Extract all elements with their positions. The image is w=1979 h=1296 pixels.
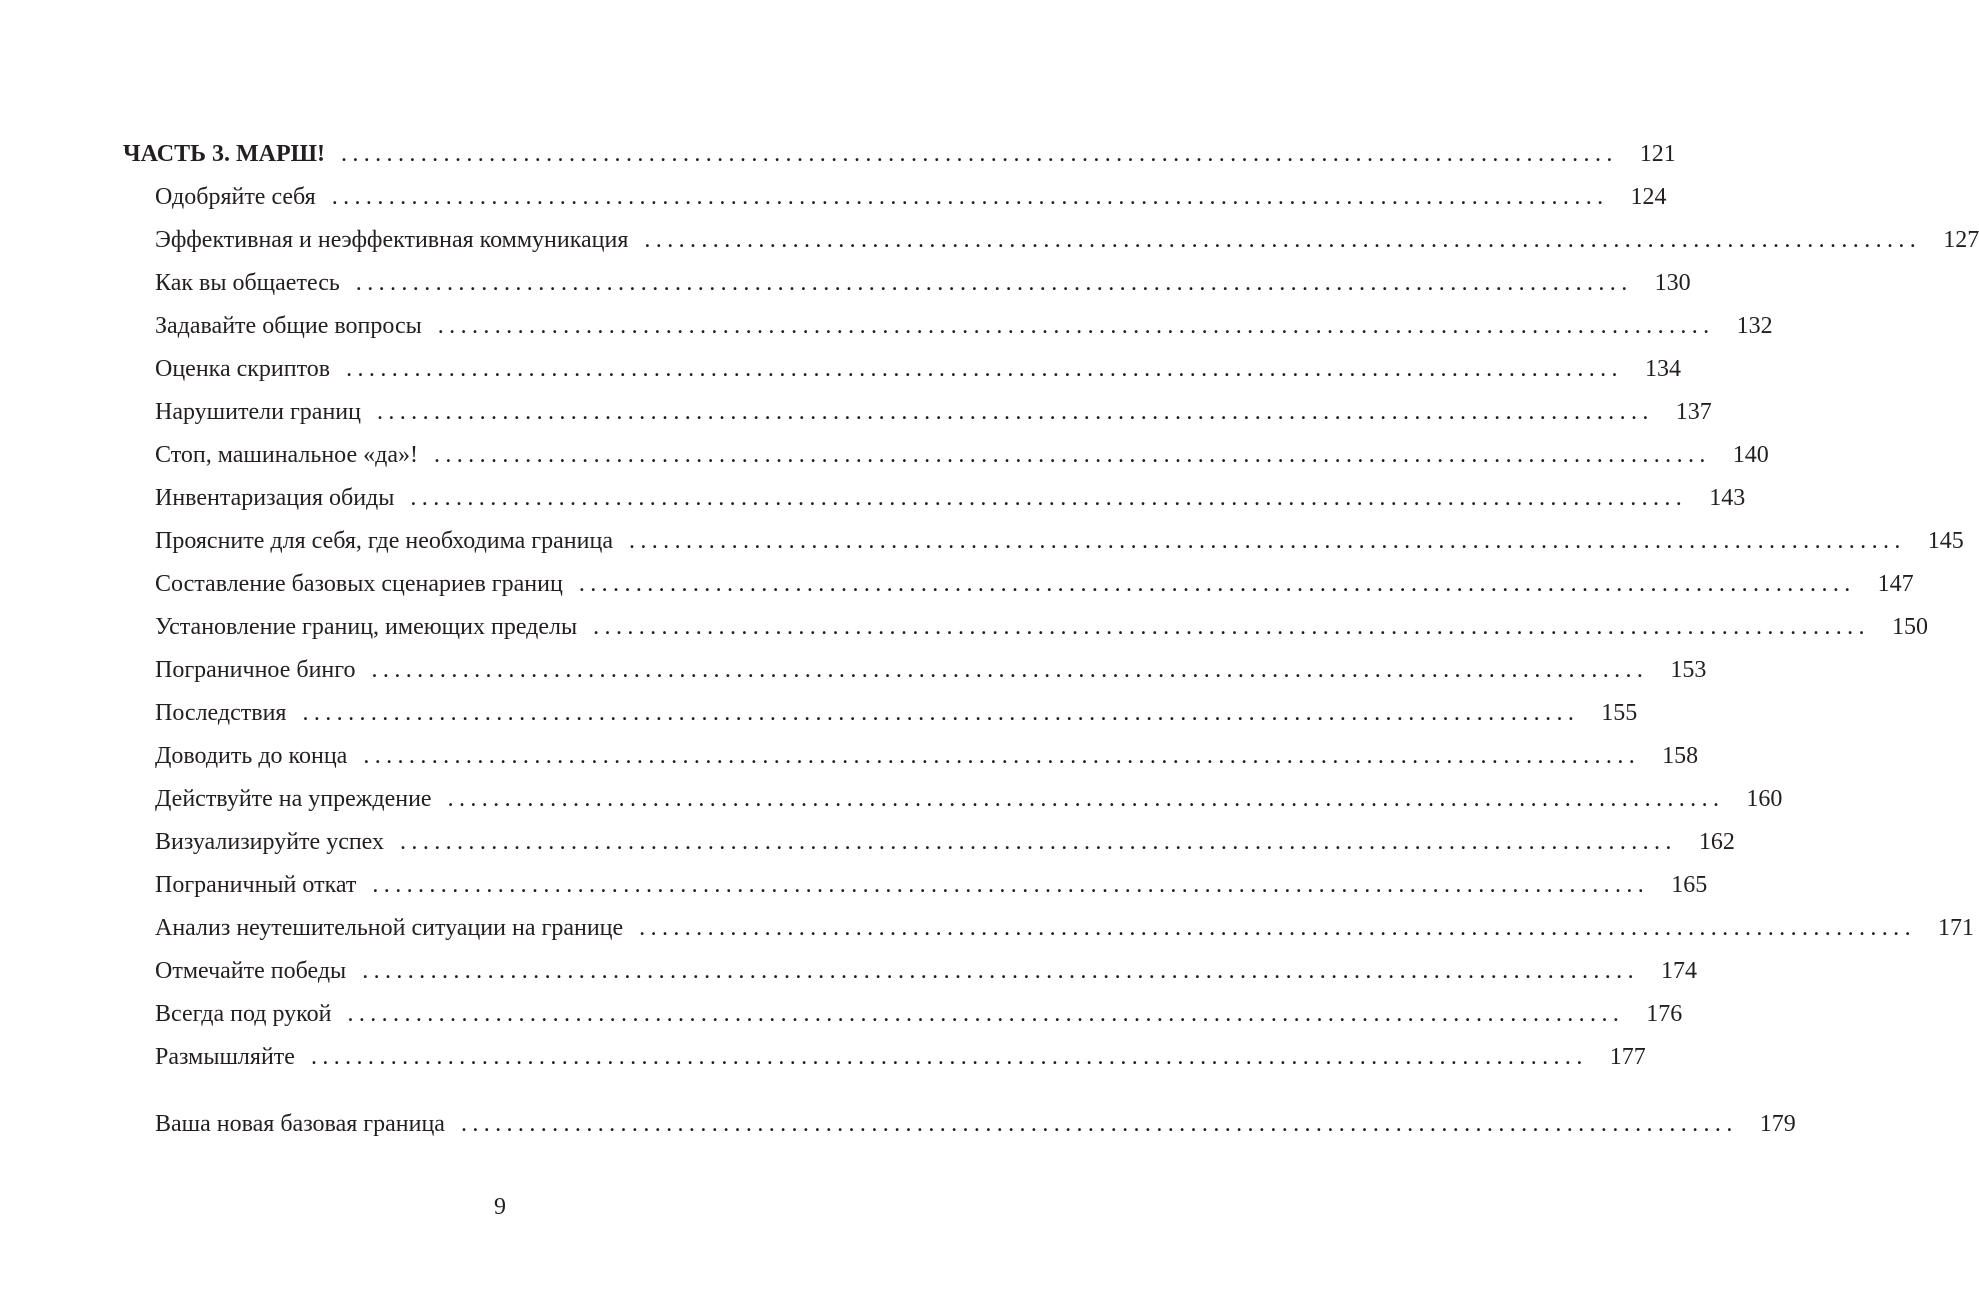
toc-entry-title: Нарушители границ [155, 399, 361, 425]
toc-entry [155, 223, 1979, 257]
dot-leader: ................................................................................................................ [400, 829, 1677, 855]
toc-entry-page: 137 [1675, 399, 1712, 425]
toc-entry [155, 911, 1974, 945]
toc-entry [155, 610, 1928, 644]
dot-leader: ................................................................................................................ [639, 915, 1916, 941]
toc-entry-title: Как вы общаетесь [155, 270, 340, 296]
toc-entry [155, 954, 1697, 988]
page-folio: 9 [494, 1194, 506, 1220]
toc-entry-title: Всегда под рукой [155, 1001, 332, 1027]
dot-leader: ................................................................................................................ [628, 528, 1906, 554]
toc-entry [155, 1040, 1646, 1074]
dot-leader: ................................................................................................................ [331, 184, 1609, 210]
toc-part-heading [123, 137, 1676, 171]
dot-leader: ................................................................................................................ [447, 786, 1725, 812]
toc-entry-title: Оценка скриптов [155, 356, 331, 382]
dot-leader: ................................................................................................................ [460, 1111, 1738, 1137]
dot-leader: ................................................................................................................ [593, 614, 1870, 640]
toc-entry-title: Пограничный откат [155, 872, 357, 898]
toc-entry-title: Пограничное бинго [155, 657, 356, 683]
toc-entry-page: 124 [1630, 184, 1667, 210]
toc-entry-page: 158 [1662, 743, 1699, 769]
toc-entry [155, 567, 1914, 601]
toc-entry-title: Ваша новая базовая граница [155, 1111, 445, 1137]
toc-entry-title: Действуйте на упреждение [155, 786, 432, 812]
toc-entry-page: 140 [1732, 442, 1769, 468]
toc-entry-page: 147 [1877, 571, 1914, 597]
toc-entry-page: 143 [1709, 485, 1746, 511]
dot-leader: ................................................................................................................ [363, 743, 1641, 769]
dot-leader: ................................................................................................................ [578, 571, 1856, 597]
toc-entry-title: Отмечайте победы [155, 958, 347, 984]
toc-entry-page: 134 [1644, 356, 1681, 382]
toc-entry [155, 696, 1638, 730]
toc-entry-page: 162 [1698, 829, 1735, 855]
dot-leader: ................................................................................................................ [362, 958, 1639, 984]
toc-entry-title: Задавайте общие вопросы [155, 313, 422, 339]
toc-entry [155, 266, 1691, 300]
toc-entry-page: 171 [1937, 915, 1974, 941]
toc-entry-title: Доводить до конца [155, 743, 348, 769]
toc-entry-title: Составление базовых сценариев границ [155, 571, 563, 597]
dot-leader: ................................................................................................................ [372, 872, 1650, 898]
toc-entry-page: 150 [1891, 614, 1928, 640]
dot-leader: ................................................................................................................ [310, 1044, 1588, 1070]
toc-entry-page: 160 [1746, 786, 1783, 812]
dot-leader: ................................................................................................................ [371, 657, 1649, 683]
dot-leader: ................................................................................................................ [347, 1001, 1625, 1027]
toc-entry-page: 165 [1671, 872, 1708, 898]
toc-entry [155, 782, 1783, 816]
dot-leader: ................................................................................................................ [437, 313, 1715, 339]
dot-leader: ................................................................................................................ [355, 270, 1633, 296]
toc-entry [155, 868, 1708, 902]
dot-leader: ................................................................................................................ [410, 485, 1688, 511]
toc-entry-title: Последствия [155, 700, 287, 726]
toc-entry [155, 180, 1667, 214]
toc-entry-page: 179 [1759, 1111, 1796, 1137]
toc-part-page: 121 [1639, 141, 1676, 167]
dot-leader: ................................................................................................................ [376, 399, 1654, 425]
toc-entry-page: 130 [1654, 270, 1691, 296]
toc-entry-page: 174 [1661, 958, 1697, 984]
toc-entry-page: 155 [1601, 700, 1638, 726]
dot-leader: ................................................................................................................ [340, 141, 1618, 167]
toc-entry-title: Визуализируйте успех [155, 829, 385, 855]
toc-entry-page: 153 [1670, 657, 1707, 683]
dot-leader: ................................................................................................................ [644, 227, 1922, 253]
toc-entry-page: 177 [1609, 1044, 1646, 1070]
toc-entry-title: Установление границ, имеющих пределы [155, 614, 578, 640]
toc-entry-title: Инвентаризация обиды [155, 485, 395, 511]
toc-entry-page: 132 [1736, 313, 1773, 339]
dot-leader: ................................................................................................................ [346, 356, 1623, 382]
toc-entry-title: Проясните для себя, где необходима граница [155, 528, 613, 554]
toc-final-entry [155, 1107, 1796, 1141]
toc-entry-title: Размышляйте [155, 1044, 295, 1070]
toc-entry-page: 127 [1943, 227, 1979, 253]
dot-leader: ................................................................................................................ [433, 442, 1711, 468]
toc-entry [155, 438, 1769, 472]
toc-entry [155, 309, 1773, 343]
toc-entry-title: Эффективная и неэффективная коммуникация [155, 227, 629, 253]
toc-entry [155, 395, 1712, 429]
toc-entry-title: Анализ неутешительной ситуации на границе [155, 915, 624, 941]
toc-entry [155, 825, 1735, 859]
toc-entry [155, 997, 1683, 1031]
toc-entry [155, 739, 1699, 773]
toc-entry [155, 524, 1964, 558]
toc-entry-title: Стоп, машинальное «да»! [155, 442, 418, 468]
toc-entry [155, 352, 1681, 386]
dot-leader: ................................................................................................................ [302, 700, 1580, 726]
toc-entry [155, 481, 1746, 515]
toc-part-title: ЧАСТЬ 3. МАРШ! [123, 141, 325, 167]
toc-entry-page: 176 [1646, 1001, 1683, 1027]
toc-entry-title: Одобряйте себя [155, 184, 316, 210]
toc-entry-page: 145 [1927, 528, 1964, 554]
toc-entry [155, 653, 1707, 687]
